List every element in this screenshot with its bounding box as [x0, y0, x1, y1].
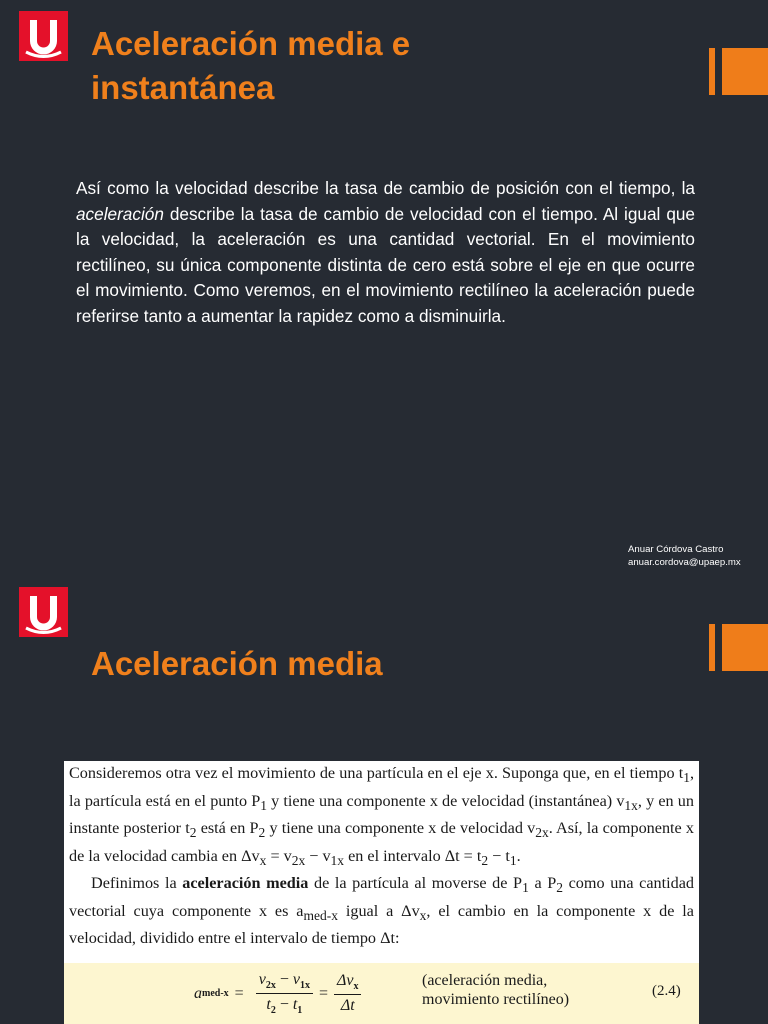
body-emphasis: aceleración: [76, 203, 164, 224]
equation-box: [64, 963, 699, 1024]
upaep-logo-icon: [19, 11, 68, 61]
var: v: [292, 971, 300, 988]
slide-title: Aceleración media: [91, 645, 383, 682]
text: , la partícula está en el punto P: [69, 764, 694, 810]
sub: x: [353, 981, 359, 993]
var: Δt: [340, 997, 355, 1015]
fraction-2-numerator: [334, 972, 362, 995]
equation-note-line-2: movimiento rectilíneo): [422, 991, 570, 1008]
accent-block: [722, 48, 768, 95]
fraction-1: [256, 971, 313, 1016]
sub: 2: [270, 1005, 276, 1017]
sub: 1: [522, 880, 529, 896]
text: . Así, la componente x de la velocidad cambia en Δv: [69, 819, 695, 865]
body-text-1: Así como la velocidad describe la tasa de cambio de posición con el tiempo, la: [76, 178, 695, 198]
text: igual a Δv: [337, 901, 420, 920]
text: = v: [266, 846, 292, 865]
accent-bar: [709, 48, 715, 95]
title-line-1: Aceleración media e: [91, 25, 411, 62]
sub: 1x: [330, 852, 345, 868]
var: t: [266, 996, 271, 1014]
sub: 2: [481, 852, 489, 868]
equation-number: (2.4): [652, 983, 681, 999]
author-name: Anuar Córdova Castro: [628, 544, 724, 555]
var: v: [258, 971, 266, 988]
text: de la partícula al moverse de P: [308, 874, 523, 893]
op: −: [279, 996, 289, 1014]
eq-equals-2: =: [318, 984, 328, 1002]
equation: [194, 971, 367, 1016]
sub: 2: [556, 880, 563, 896]
text: .: [516, 846, 521, 865]
excerpt-paragraph-1: [64, 761, 699, 872]
author-email: anuar.cordova@upaep.mx: [628, 557, 741, 568]
sub: 1: [297, 1005, 303, 1017]
sub: 2x: [265, 980, 276, 992]
equation-note: [422, 971, 569, 1009]
excerpt-paragraph-2: [64, 872, 699, 949]
eq-lhs-sub: med-x: [202, 988, 229, 1000]
sub: x: [419, 907, 427, 923]
text: y tiene una componente x de velocidad v: [265, 819, 536, 838]
op: −: [279, 971, 289, 988]
sub: med-x: [303, 907, 338, 923]
text: como una cantidad vectorial cuya componente x es a: [69, 874, 695, 920]
text: está en P: [196, 819, 259, 838]
text: , el cambio en la componente x de la velocidad, dividido entre el intervalo de tiempo Δt:: [69, 901, 694, 948]
title-line-2: instantánea: [91, 69, 275, 106]
sub: 1: [683, 770, 690, 786]
slide-title: [91, 22, 651, 110]
var: t: [292, 996, 298, 1014]
slide-2: [0, 576, 768, 1024]
equation-note-line-1: (aceleración media,: [422, 972, 548, 989]
eq-equals: =: [234, 984, 244, 1002]
eq-lhs: a: [194, 984, 202, 1002]
body-text-2: describe la tasa de cambio de velocidad con el tiempo. Al igual que la velocidad, la aceleración es una cantidad vectorial. En el movimiento rectilíneo, su única componente distinta de cero está sobre el eje en que ocurre el movimiento. Como veremos, en el movimiento rectilíneo la aceleración puede referirse tanto a aumentar la rapidez como a disminuirla.: [76, 203, 695, 326]
text: − t: [488, 846, 510, 865]
bold-term: aceleración media: [182, 874, 309, 893]
accent-block: [722, 624, 768, 671]
sub: 1x: [299, 980, 310, 992]
accent-bar: [709, 624, 715, 671]
sub: x: [259, 852, 267, 868]
textbook-excerpt: [64, 761, 699, 1024]
author-info: [628, 543, 741, 569]
text: , y en un instante posterior t: [69, 791, 694, 838]
sub: 2: [258, 825, 266, 841]
fraction-2: [334, 972, 362, 1015]
text: y tiene una componente x de velocidad (instantánea) v: [267, 791, 625, 810]
sub: 1: [260, 797, 267, 813]
var: Δv: [336, 972, 354, 990]
fraction-2-denominator: [341, 995, 355, 1015]
body-paragraph: [76, 176, 695, 330]
upaep-logo-icon: [19, 587, 68, 637]
sub: 1x: [624, 797, 638, 813]
text: en el intervalo Δt = t: [344, 846, 482, 865]
sub: 2x: [535, 825, 549, 841]
fraction-1-denominator: [266, 994, 302, 1016]
sub: 2: [189, 825, 197, 841]
text: Consideremos otra vez el movimiento de una partícula en el eje x. Suponga que, en el tiempo t: [69, 764, 684, 782]
text: − v: [305, 846, 331, 865]
sub: 1: [509, 852, 517, 868]
sub: 2x: [291, 852, 306, 868]
fraction-1-numerator: [256, 971, 313, 994]
text: Definimos la: [91, 874, 183, 893]
text: a P: [528, 874, 557, 893]
